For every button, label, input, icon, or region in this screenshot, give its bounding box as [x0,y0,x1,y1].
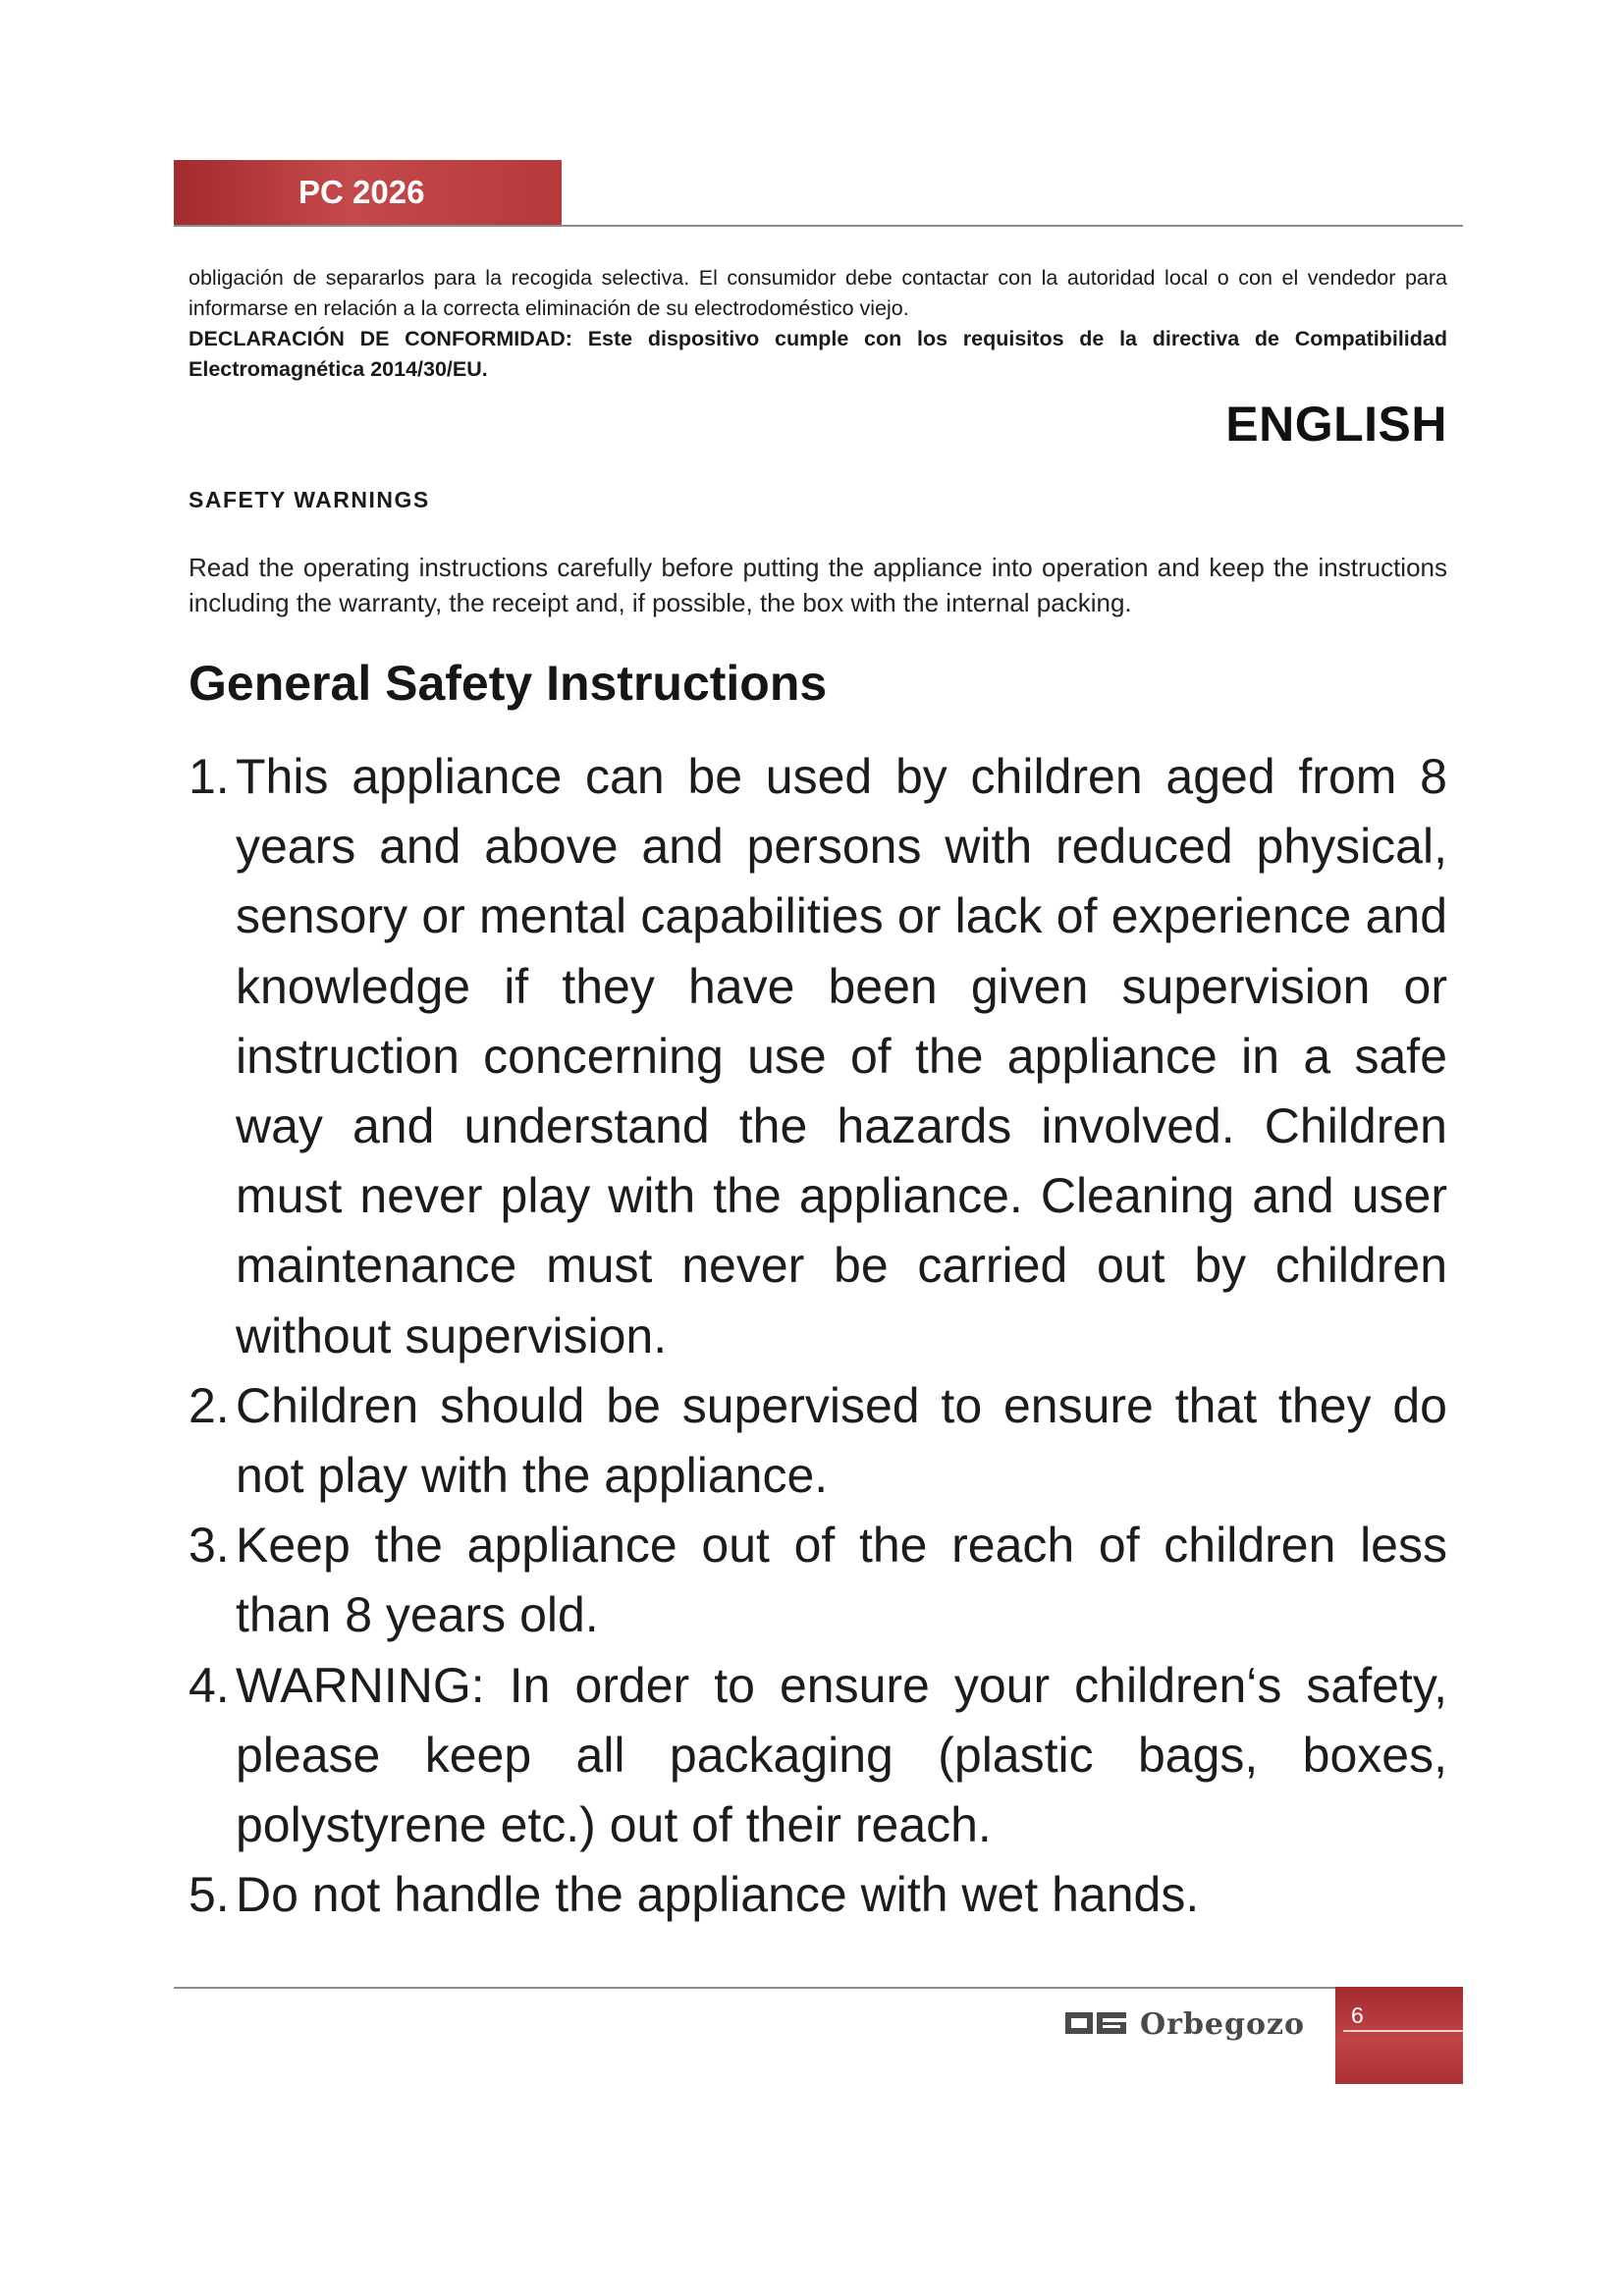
instruction-text: Do not handle the appliance with wet hands. [236,1867,1200,1923]
instruction-item [189,1511,1447,1650]
instruction-number: 4. [189,1657,230,1713]
spanish-text-block [189,263,1447,385]
instruction-text: Keep the appliance out of the reach of children less than 8 years old. [236,1518,1447,1643]
instruction-item [189,742,1447,1371]
page-number: 6 [1351,2002,1364,2028]
intro-paragraph: Read the operating instructions carefully before putting the appliance into operation and keep the instructions including the warranty, the receipt and, if possible, the box with the internal packing. [189,553,1447,617]
instruction-number: 5. [189,1867,230,1923]
instruction-number: 3. [189,1518,230,1574]
instruction-number: 2. [189,1377,230,1433]
instruction-item [189,1371,1447,1511]
instruction-text: Children should be supervised to ensure that they do not play with the appliance. [236,1377,1447,1504]
brand-name: Orbegozo [1140,2007,1306,2042]
model-header-tab [174,160,562,225]
orbegozo-logo [1065,1995,1321,2050]
instruction-text: This appliance can be used by children aged from 8 years and above and persons with reduced physical, sensory or mental capabilities or lack of experience and knowledge if they have been given supervision or instruction concerning use of the appliance in a safe way and understand the hazards involved. Children must never play with the appliance. Cleaning and user maintenance must never be carried out by children without supervision. [236,749,1447,1363]
conformity-declaration: DECLARACIÓN DE CONFORMIDAD: Este dispositivo cumple con los requisitos de la directiva de Compatibilidad Electromagnética 2014/30/EU. [189,327,1447,381]
page-number-rule [1343,2030,1463,2032]
model-name: PC 2026 [298,174,425,210]
page-number-box [1335,1987,1463,2084]
instructions-list [189,742,1447,1930]
footer-divider [174,1987,1463,1989]
safety-warnings-label: SAFETY WARNINGS [189,487,430,512]
spanish-disposal-text: obligación de separarlos para la recogida selectiva. El consumidor debe contactar con la autoridad local o con el vendedor para informarse en relación a la correcta eliminación de su electrodoméstico viejo. [189,266,1447,320]
orbegozo-logo-icon [1065,1995,1321,2050]
instruction-text: WARNING: In order to ensure your children‘s safety, please keep all packaging (plastic bags, boxes, polystyrene etc.) out of their reach. [236,1657,1447,1853]
instruction-item [189,1860,1447,1930]
section-heading: General Safety Instructions [189,656,828,711]
instruction-item [189,1651,1447,1861]
instruction-number: 1. [189,749,230,804]
language-heading: ENGLISH [1225,397,1447,452]
header-divider [174,225,1463,227]
